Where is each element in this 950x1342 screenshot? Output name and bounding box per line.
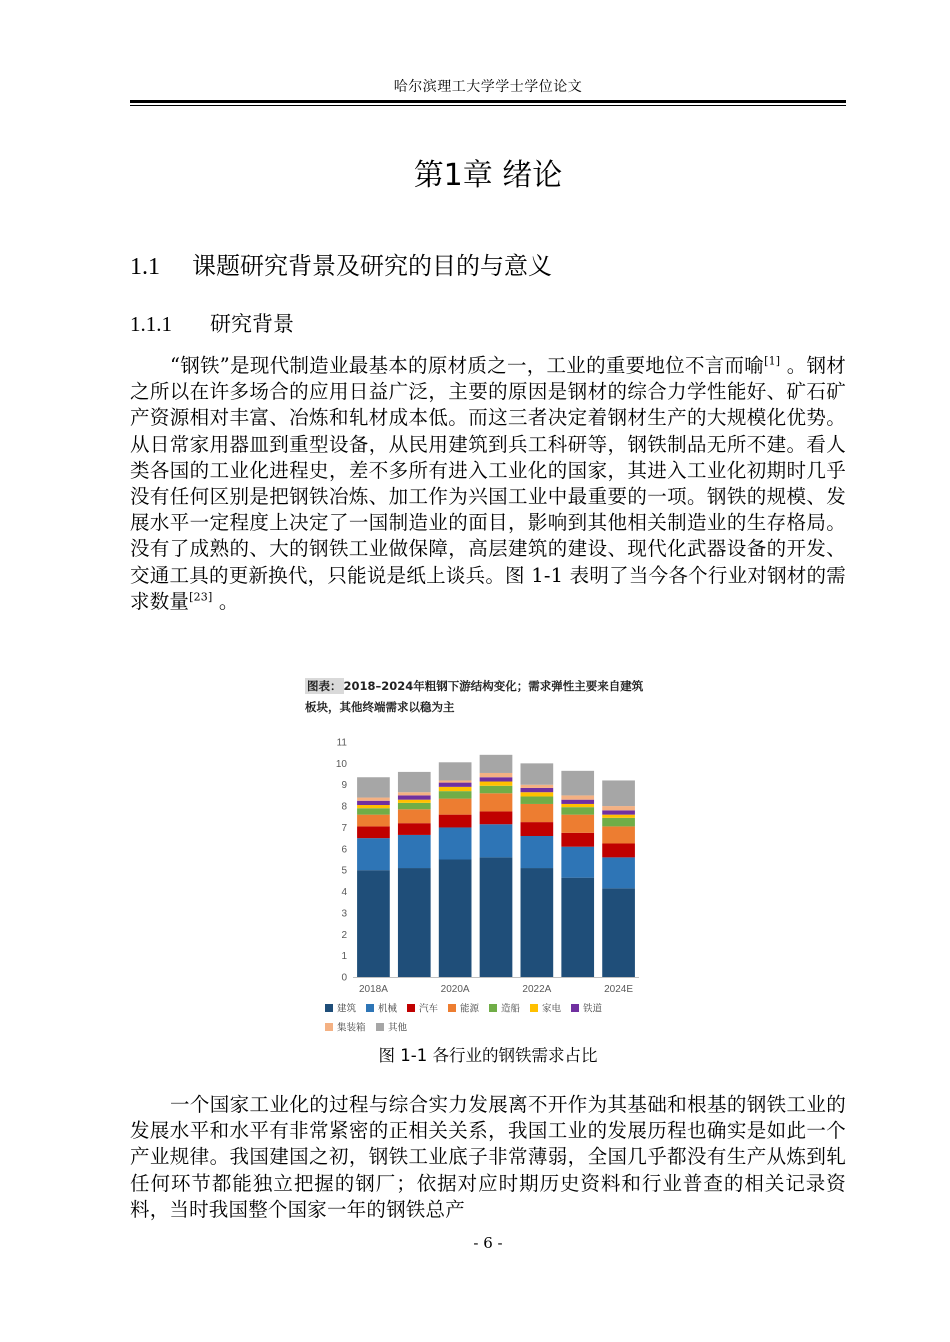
bar-segment — [439, 762, 472, 780]
legend-swatch — [376, 1023, 384, 1031]
bar-segment — [602, 810, 635, 814]
citation[interactable]: [1] — [764, 354, 781, 368]
bar-segment — [398, 792, 431, 795]
bar-segment — [521, 804, 554, 822]
bar-segment — [561, 833, 594, 847]
bar-segment — [561, 815, 594, 833]
bar-segment — [439, 791, 472, 798]
body-paragraph-2: 一个国家工业化的过程与综合实力发展离不开作为其基础和根基的钢铁工业的发展水平和水平有非常紧密的正相关关系，我国工业的发展历程也确实是如此一个产业规律。我国建国之初，钢铁工业底子非常薄弱，全国几乎都没有生产从炼到轧任何环节都能独立把握的钢厂；依据对应时期历史资料和行业普查的相关记录资料，当时我国整个国家一年的钢铁总产 — [130, 1093, 846, 1221]
bar-segment — [439, 815, 472, 828]
bar-segment — [439, 783, 472, 787]
bar-segment — [439, 780, 472, 782]
bar-segment — [561, 795, 594, 799]
x-tick-label: 2018A — [358, 984, 388, 995]
bar-segment — [398, 772, 431, 792]
bar-segment — [521, 792, 554, 796]
bar-segment — [480, 786, 513, 793]
legend-swatch — [571, 1004, 579, 1012]
bar-segment — [357, 798, 390, 801]
bar-segment — [521, 796, 554, 803]
legend-label: 集装箱 — [337, 1022, 366, 1034]
y-tick-label: 9 — [341, 780, 347, 792]
paragraph-text: 。钢材之所以在许多场合的应用日益广泛，主要的原因是钢材的综合力学性能好、矿石矿产资源相对丰富、冶炼和轧材成本低。而这三者决定着钢材生产的大规模化优势。从日常家用器皿到重型设备，从民用建筑到兵工科研等，钢铁制品无所不建。看人类各国的工业化进程史，差不多所有进入工业化的国家，其进入工业化初期时几乎没有任何区别是把钢铁冶炼、加工作为兴国工业中最重要的一项。钢铁的规模、发展水平一定程度上决定了一国制造业的面目，影响到其他相关制造业的生存格局。没有了成熟的、大的钢铁工业做保障，高层建筑的建设、现代化武器设备的开发、交通工具的更新换代，只能说是纸上谈兵。图 1-1 表明了当今各个行业对钢材的需求数量 — [130, 354, 846, 613]
legend-label: 建筑 — [337, 1003, 357, 1015]
chapter-title: 第1章 绪论 — [413, 158, 563, 193]
header-rule-thin — [130, 105, 846, 106]
bar-segment — [602, 857, 635, 888]
bar-segment — [561, 771, 594, 796]
chart-title-prefix: 图表： — [307, 679, 342, 693]
bar-segment — [602, 826, 635, 843]
x-tick-label: 2022A — [522, 984, 552, 995]
bar-segment — [602, 780, 635, 806]
stacked-bar-chart — [305, 670, 650, 1042]
bar-segment — [480, 777, 513, 781]
bar-segment — [357, 870, 390, 977]
bar-segment — [398, 809, 431, 823]
legend-label: 机械 — [378, 1003, 398, 1015]
bar-segment — [398, 800, 431, 803]
y-tick-label: 0 — [341, 972, 347, 984]
y-tick-label: 10 — [335, 758, 347, 770]
subsection-number: 1.1.1 — [130, 312, 172, 336]
figure-chart — [305, 670, 650, 1042]
bar-segment — [521, 763, 554, 784]
bar-segment — [398, 803, 431, 809]
legend-swatch — [448, 1004, 456, 1012]
legend-label: 铁道 — [583, 1003, 603, 1015]
bar-segment — [357, 777, 390, 797]
bar-segment — [561, 800, 594, 804]
legend-swatch — [325, 1004, 333, 1012]
section-heading — [130, 246, 552, 281]
section-title: 课题研究背景及研究的目的与意义 — [192, 252, 552, 280]
bar-segment — [602, 818, 635, 827]
bar-segment — [439, 799, 472, 815]
y-tick-label: 2 — [341, 929, 347, 941]
bar-segment — [602, 843, 635, 857]
bar-segment — [521, 788, 554, 792]
y-tick-label: 4 — [341, 887, 347, 899]
legend-swatch — [407, 1004, 415, 1012]
legend-swatch — [489, 1004, 497, 1012]
bar-segment — [480, 824, 513, 857]
y-tick-label: 7 — [341, 822, 347, 834]
legend-swatch — [366, 1004, 374, 1012]
y-tick-label: 11 — [336, 737, 347, 749]
section-number: 1.1 — [130, 254, 160, 280]
bar-segment — [357, 801, 390, 805]
bar-segment — [602, 815, 635, 818]
bar-segment — [480, 811, 513, 824]
subsection-heading — [130, 308, 294, 338]
bar-segment — [561, 878, 594, 977]
y-tick-label: 3 — [341, 908, 347, 920]
y-tick-label: 8 — [341, 801, 347, 813]
bar-segment — [521, 822, 554, 836]
subsection-title: 研究背景 — [210, 312, 294, 336]
figure-caption: 图 1-1 各行业的钢铁需求占比 — [378, 1046, 598, 1065]
bar-segment — [398, 823, 431, 835]
y-tick-label: 1 — [341, 951, 347, 963]
bar-segment — [357, 808, 390, 814]
chart-title-text: 2018–2024年粗钢下游结构变化；需求弹性主要来自建筑板块，其他终端需求以稳为主 — [305, 679, 644, 714]
bar-segment — [480, 755, 513, 773]
bar-segment — [480, 782, 513, 786]
bar-segment — [602, 888, 635, 977]
bar-segment — [480, 773, 513, 777]
bar-segment — [521, 785, 554, 788]
bar-segment — [439, 827, 472, 859]
bar-segment — [480, 793, 513, 811]
bar-segment — [561, 847, 594, 878]
bar-segment — [357, 815, 390, 827]
bar-segment — [480, 857, 513, 977]
bar-segment — [357, 838, 390, 870]
bar-segment — [561, 807, 594, 814]
bar-segment — [602, 806, 635, 810]
citation[interactable]: [23] — [189, 590, 213, 604]
bar-segment — [561, 804, 594, 807]
legend-label: 家电 — [542, 1003, 562, 1015]
legend-label: 汽车 — [419, 1003, 439, 1015]
x-tick-label: 2024E — [604, 984, 634, 995]
bar-segment — [398, 835, 431, 868]
bar-segment — [357, 826, 390, 838]
legend-swatch — [325, 1023, 333, 1031]
y-tick-label: 6 — [341, 844, 347, 856]
running-header: 哈尔滨理工大学学士学位论文 — [393, 79, 583, 95]
paragraph-text: 。 — [212, 589, 239, 613]
body-paragraph-1 — [130, 353, 846, 615]
x-tick-label: 2020A — [440, 984, 470, 995]
header-rule-thick — [130, 100, 846, 103]
bar-segment — [521, 868, 554, 977]
legend-label: 能源 — [460, 1003, 480, 1015]
legend-label: 造船 — [501, 1003, 521, 1015]
bar-segment — [521, 836, 554, 868]
page-number: - 6 - — [473, 1234, 503, 1252]
bar-segment — [439, 860, 472, 978]
bar-segment — [439, 787, 472, 791]
bar-segment — [357, 805, 390, 808]
bar-segment — [398, 868, 431, 977]
paragraph-text: “钢铁”是现代制造业最基本的原材质之一，工业的重要地位不言而喻 — [170, 354, 765, 377]
legend-swatch — [530, 1004, 538, 1012]
bar-segment — [398, 795, 431, 799]
legend-label: 其他 — [388, 1022, 408, 1034]
y-tick-label: 5 — [341, 865, 347, 877]
